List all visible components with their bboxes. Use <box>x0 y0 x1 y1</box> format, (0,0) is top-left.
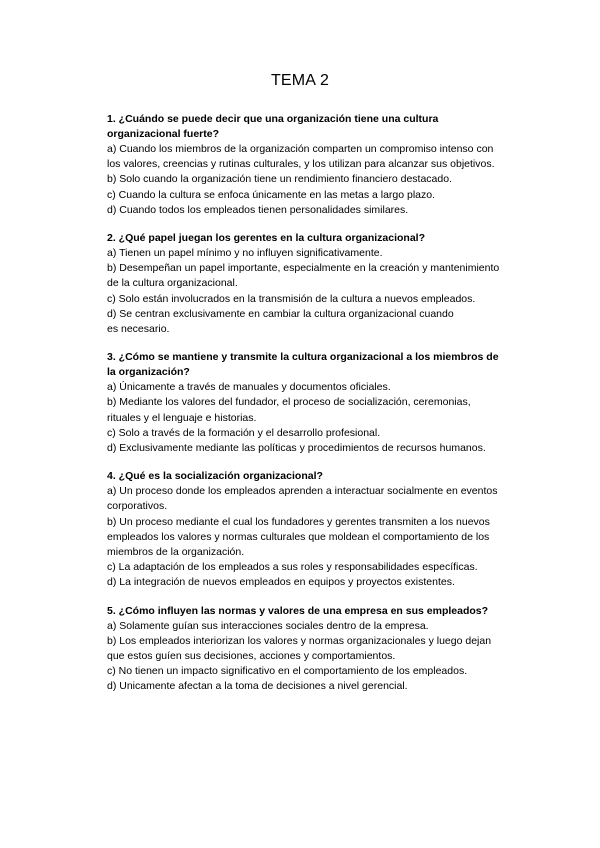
question-text: 4. ¿Qué es la socialización organizacional? <box>107 470 323 483</box>
option-b: b) Un proceso mediante el cual los fundadores y gerentes transmiten a los nuevos empleados los valores y normas culturales que moldean el comportamiento de los miembros de la organización. <box>107 515 490 559</box>
question-text: 2. ¿Qué papel juegan los gerentes en la cultura organizacional? <box>107 232 425 245</box>
question-text: 1. ¿Cuándo se puede decir que una organización tiene una cultura organizacional fuerte? <box>107 113 439 140</box>
option-a: a) Solamente guían sus interacciones sociales dentro de la empresa. <box>107 619 429 632</box>
question-3 <box>107 350 527 456</box>
option-d: d) La integración de nuevos empleados en equipos y proyectos existentes. <box>107 576 455 589</box>
question-1 <box>107 112 527 218</box>
option-d: d) Exclusivamente mediante las políticas y procedimientos de recursos humanos. <box>107 442 486 455</box>
question-text: 5. ¿Cómo influyen las normas y valores de una empresa en sus empleados? <box>107 604 489 617</box>
option-a: a) Cuando los miembros de la organización comparten un compromiso intenso con los valores, creencias y rutinas culturales, y los utilizan para alcanzar sus objetivos. <box>107 143 495 171</box>
question-2 <box>107 231 527 337</box>
option-b: b) Los empleados interiorizan los valores y normas organizacionales y luego dejan que estos guíen sus decisiones, acciones y comportamientos. <box>107 634 492 663</box>
option-d: d) Se centran exclusivamente en cambiar la cultura organizacional cuando es necesario. <box>107 307 454 336</box>
option-b: b) Desempeñan un papel importante, especialmente en la creación y mantenimiento de la cultura organizacional. <box>107 262 500 290</box>
page-title: TEMA 2 <box>270 72 330 89</box>
option-c: c) La adaptación de los empleados a sus roles y responsabilidades específicas. <box>107 561 478 574</box>
option-c: c) Cuando la cultura se enfoca únicamente en las metas a largo plazo. <box>107 188 436 201</box>
option-b: b) Solo cuando la organización tiene un rendimiento financiero destacado. <box>107 173 452 186</box>
option-b: b) Mediante los valores del fundador, el proceso de socialización, ceremonias, rituales y el lenguaje e historias. <box>107 396 471 424</box>
option-c: c) Solo están involucrados en la transmisión de la cultura a nuevos empleados. <box>107 292 476 305</box>
option-c: c) Solo a través de la formación y el desarrollo profesional. <box>107 426 381 439</box>
option-a: a) Tienen un papel mínimo y no influyen significativamente. <box>107 247 383 260</box>
question-4 <box>107 469 527 590</box>
option-a: a) Únicamente a través de manuales y documentos oficiales. <box>107 381 391 394</box>
option-d: d) Cuando todos los empleados tienen personalidades similares. <box>107 203 409 216</box>
question-list <box>107 112 527 708</box>
option-c: c) No tienen un impacto significativo en el comportamiento de los empleados. <box>107 665 468 678</box>
option-a: a) Un proceso donde los empleados aprenden a interactuar socialmente en eventos corporativos. <box>107 485 498 513</box>
question-5 <box>107 604 527 695</box>
option-d: d) Unicamente afectan a la toma de decisiones a nivel gerencial. <box>107 680 408 693</box>
question-text: 3. ¿Cómo se mantiene y transmite la cultura organizacional a los miembros de la organización? <box>107 351 499 379</box>
